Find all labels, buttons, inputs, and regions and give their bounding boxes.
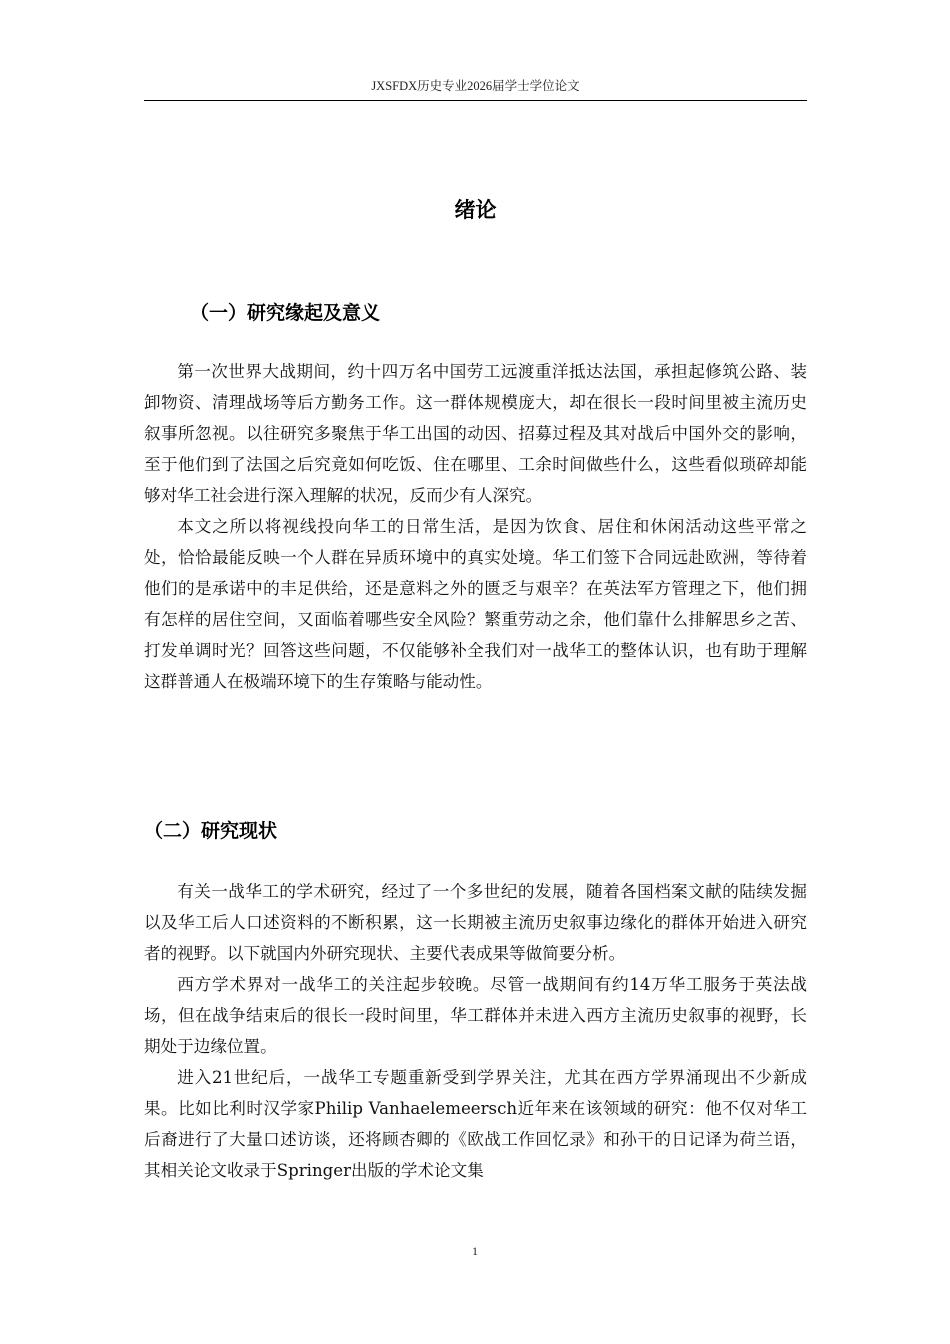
running-header: JXSFDX历史专业2026届学士学位论文: [371, 79, 580, 93]
chapter-title: 绪论: [454, 198, 497, 222]
section-body-1: [144, 356, 807, 697]
header-rule: [144, 100, 807, 101]
section-heading-1: （一）研究缘起及意义: [190, 302, 381, 324]
page-number: 1: [472, 1244, 478, 1258]
paragraph: 第一次世界大战期间，约十四万名中国劳工远渡重洋抵达法国，承担起修筑公路、装卸物资、清理战场等后方勤务工作。这一群体规模庞大，却在很长一段时间里被主流历史叙事所忽视。以往研究多聚焦于华工出国的动因、招募过程及其对战后中国外交的影响，至于他们到了法国之后究竟如何吃饭、住在哪里、工余时间做些什么，这些看似琐碎却能够对华工社会进行深入理解的状况，反而少有人深究。: [144, 362, 807, 505]
paragraph: 本文之所以将视线投向华工的日常生活，是因为饮食、居住和休闲活动这些平常之处，恰恰最能反映一个人群在异质环境中的真实处境。华工们签下合同远赴欧洲，等待着他们的是承诺中的丰足供给，还是意料之外的匮乏与艰辛？在英法军方管理之下，他们拥有怎样的居住空间，又面临着哪些安全风险？繁重劳动之余，他们靠什么排解思乡之苦、打发单调时光？回答这些问题，不仅能够补全我们对一战华工的整体认识，也有助于理解这群普通人在极端环境下的生存策略与能动性。: [144, 517, 807, 691]
section-heading-2: （二）研究现状: [144, 820, 278, 842]
paragraph: 西方学术界对一战华工的关注起步较晚。尽管一战期间有约14万华工服务于英法战场，但在战争结束后的很长一段时间里，华工群体并未进入西方主流历史叙事的视野，长期处于边缘位置。: [144, 975, 807, 1056]
section-body-2: [144, 876, 807, 1186]
paragraph: 进入21世纪后，一战华工专题重新受到学界关注，尤其在西方学界涌现出不少新成果。比如比利时汉学家Philip Vanhaelemeersch近年来在该领域的研究：他不仅对华工后裔进行了大量口述访谈，还将顾杏卿的《欧战工作回忆录》和孙干的日记译为荷兰语，其相关论文收录于Springer出版的学术论文集: [144, 1068, 807, 1180]
paragraph: 有关一战华工的学术研究，经过了一个多世纪的发展，随着各国档案文献的陆续发掘以及华工后人口述资料的不断积累，这一长期被主流历史叙事边缘化的群体开始进入研究者的视野。以下就国内外研究现状、主要代表成果等做简要分析。: [144, 882, 807, 963]
